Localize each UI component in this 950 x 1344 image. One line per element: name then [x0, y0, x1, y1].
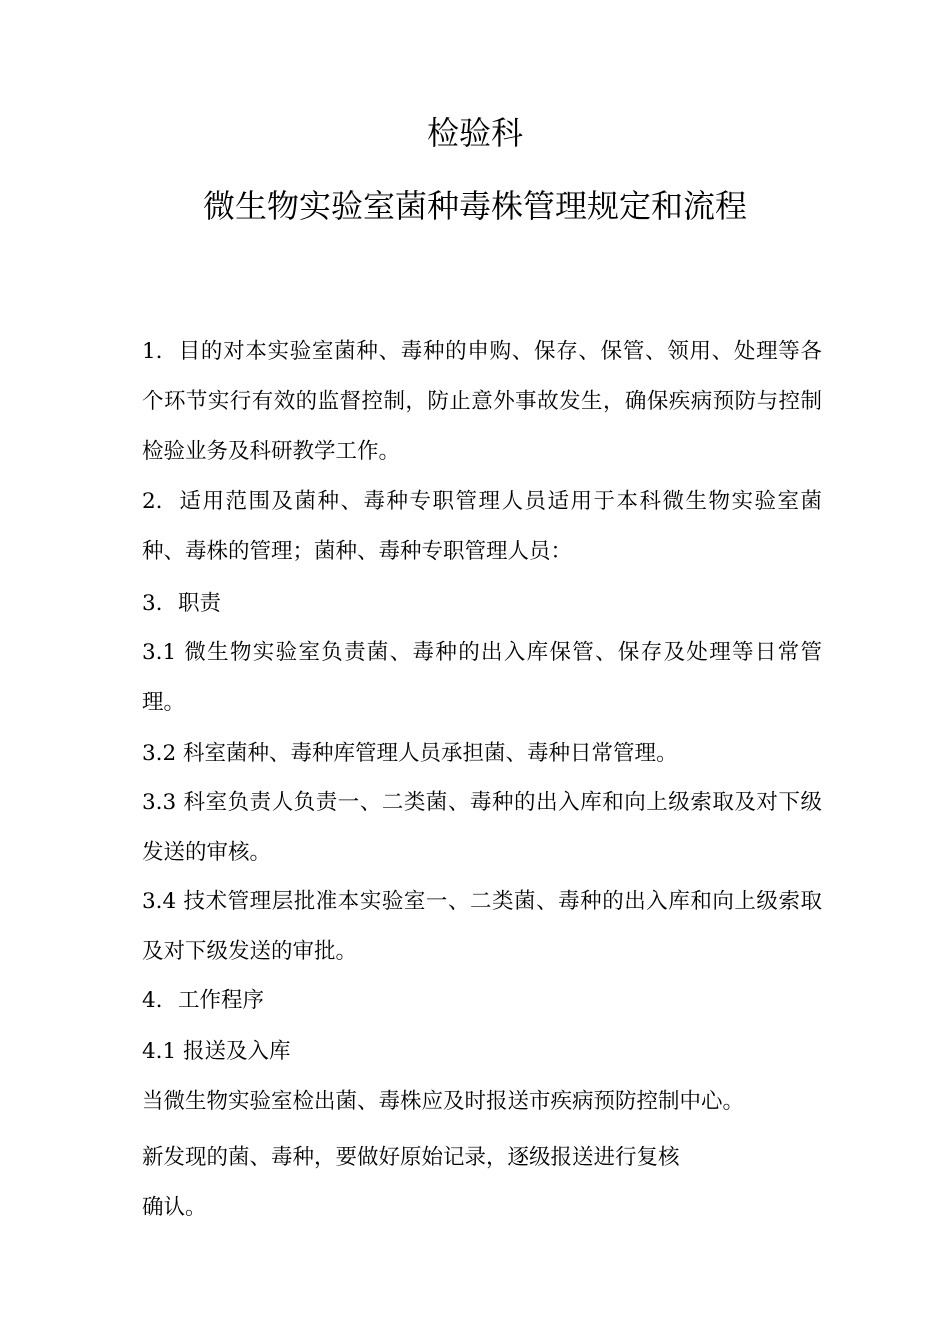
- section-2-paragraph: [142, 477, 822, 577]
- section-1-number: 1.: [142, 339, 163, 364]
- report-paragraph: 当微生物实验室检出菌、毒株应及时报送市疾病预防控制中心。: [142, 1089, 745, 1114]
- section-4-number: 4.: [142, 988, 163, 1013]
- document-title: 微生物实验室菌种毒株管理规定和流程: [202, 187, 747, 225]
- new-strain-line-1: 新发现的菌、毒种，要做好原始记录，逐级报送进行复核: [142, 1145, 680, 1170]
- section-3-3-paragraph: 3.3 科室负责人负责一、二类菌、毒种的出入库和向上级索取及对下级发送的审核。: [142, 790, 822, 865]
- section-4-text: 工作程序: [178, 988, 265, 1013]
- section-2-number: 2.: [142, 489, 163, 514]
- section-4-1-heading: 4.1 报送及入库: [142, 1039, 291, 1064]
- section-3-text: 职责: [178, 591, 222, 616]
- section-3-2-paragraph: 3.2 科室菌种、毒种库管理人员承担菌、毒种日常管理。: [142, 741, 678, 766]
- section-1-text: 目的对本实验室菌种、毒种的申购、保存、保管、领用、处理等各个环节实行有效的监督控制，防止意外事故发生，确保疾病预防与控制检验业务及科研教学工作。: [142, 339, 822, 464]
- department-title: 检验科: [426, 114, 523, 152]
- new-strain-line-2: 确认。: [142, 1195, 207, 1220]
- section-3-4-paragraph: 3.4 技术管理层批准本实验室一、二类菌、毒种的出入库和向上级索取及对下级发送的审批。: [142, 889, 822, 964]
- section-3-number: 3.: [142, 591, 163, 616]
- section-2-text: 适用范围及菌种、毒种专职管理人员适用于本科微生物实验室菌种、毒株的管理；菌种、毒种专职管理人员：: [142, 489, 822, 564]
- section-4-heading: [142, 986, 264, 1016]
- section-3-heading: [142, 589, 221, 619]
- section-3-1-paragraph: 3.1 微生物实验室负责菌、毒种的出入库保管、保存及处理等日常管理。: [142, 640, 822, 715]
- section-1-paragraph: [142, 327, 822, 477]
